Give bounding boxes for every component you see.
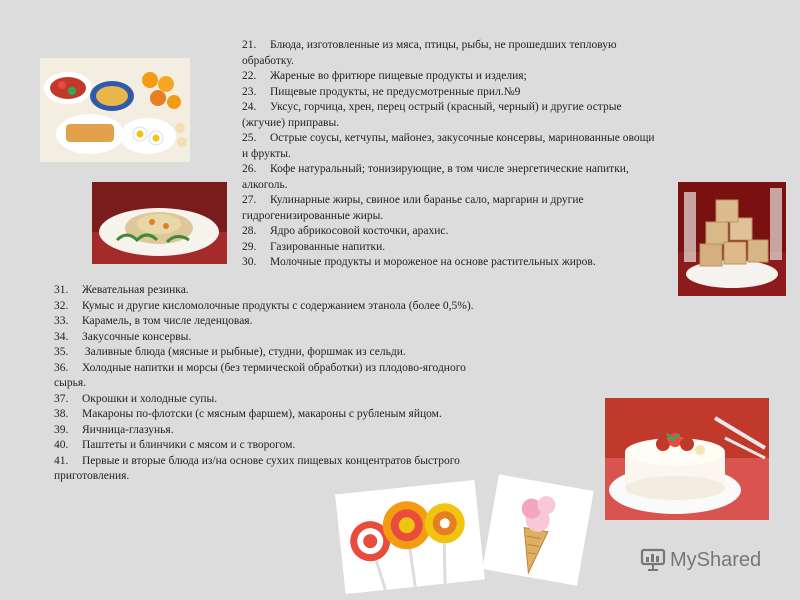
list-item-text: Заливные блюда (мясные и рыбные), студни, форшмак из сельди.	[82, 346, 406, 358]
list-item	[242, 85, 520, 101]
list-item-text: Яичница-глазунья.	[82, 423, 174, 436]
list-item-number: 34.	[54, 330, 69, 343]
list-item-text: Блюда, изготовленные из мяса, птицы, рыбы, не прошедших тепловую	[270, 39, 617, 51]
list-item-text: Пищевые продукты, не предусмотренные прил.№9	[270, 85, 521, 98]
list-item	[54, 314, 252, 330]
list-item-number: 21.	[242, 39, 257, 51]
list-item-text: Паштеты и блинчики с мясом и с творогом.	[82, 439, 296, 451]
list-item-continuation: (жгучие) приправы.	[242, 116, 340, 129]
list-item	[242, 224, 448, 240]
list-item-number: 28.	[242, 225, 257, 237]
list-item	[242, 162, 629, 178]
list-item-number: 32.	[54, 299, 69, 312]
list-item-number: 27.	[242, 194, 257, 206]
list-item	[54, 438, 295, 454]
list-item	[54, 299, 474, 315]
list-item-continuation: и фрукты.	[242, 147, 291, 160]
list-item-text: Жевательная резинка.	[82, 284, 189, 296]
list-item-text: Карамель, в том числе леденцовая.	[82, 315, 253, 327]
list-item	[54, 330, 191, 346]
list-item-continuation: алкоголь.	[242, 178, 288, 191]
list-item-continuation: обработку.	[242, 54, 294, 67]
list-item-number: 26.	[242, 163, 257, 175]
watermark-text: MyShared	[670, 548, 762, 571]
list-item	[242, 38, 617, 54]
list-item-text: Кумыс и другие кисломолочные продукты с содержанием этанола (более 0,5%).	[82, 299, 474, 312]
list-item-text: Ядро абрикосовой косточки, арахис.	[270, 225, 449, 237]
list-item-number: 36.	[54, 361, 69, 374]
list-item-text: Острые соусы, кетчупы, майонез, закусочные консервы, маринованные овощи	[270, 132, 655, 144]
list-item	[54, 407, 442, 423]
list-item	[242, 69, 527, 85]
list-item	[54, 345, 406, 361]
list-item-number: 29.	[242, 240, 257, 253]
list-item-continuation: сырья.	[54, 377, 86, 389]
list-item	[242, 193, 584, 209]
lollipops-photo	[335, 480, 485, 594]
list-item-number: 24.	[242, 101, 257, 113]
list-item-number: 41.	[54, 454, 69, 467]
list-item-number: 33.	[54, 315, 69, 327]
list-item-number: 31.	[54, 284, 69, 296]
list-item-number: 39.	[54, 423, 69, 436]
list-item-number: 35.	[54, 346, 69, 358]
candy-cubes-photo	[678, 182, 786, 296]
list-item-text: Закусочные консервы.	[82, 330, 192, 343]
list-item-text: Кулинарные жиры, свиное или баранье сало, маргарин и другие	[270, 194, 584, 206]
list-item	[242, 131, 655, 147]
list-item	[54, 283, 189, 299]
list-item-text: Газированные напитки.	[270, 240, 386, 253]
list-item-text: Уксус, горчица, хрен, перец острый (красный, черный) и другие острые	[270, 101, 622, 113]
list-item-number: 25.	[242, 132, 257, 144]
fried-food-platter-photo	[40, 58, 190, 162]
list-item-number: 22.	[242, 70, 257, 82]
list-item	[54, 361, 466, 377]
list-item-number: 38.	[54, 408, 69, 420]
list-item-continuation: приготовления.	[54, 470, 130, 482]
list-item	[242, 100, 622, 116]
list-item-continuation: гидрогенизированные жиры.	[242, 209, 384, 222]
myshared-logo-icon	[640, 548, 666, 572]
list-item-text: Первые и вторые блюда из/на основе сухих пищевых концентратов быстрого	[82, 454, 460, 467]
list-item-number: 30.	[242, 256, 257, 268]
list-item-text: Молочные продукты и мороженое на основе растительных жиров.	[270, 256, 596, 268]
list-item-text: Кофе натуральный; тонизирующие, в том числе энергетические напитки,	[270, 163, 629, 175]
myshared-watermark	[640, 548, 761, 572]
ice-cream-cone-photo	[482, 474, 593, 585]
list-item-number: 23.	[242, 85, 257, 98]
list-item-number: 37.	[54, 392, 69, 405]
list-item-number: 40.	[54, 439, 69, 451]
list-item	[54, 454, 460, 470]
cream-cake-photo	[605, 398, 769, 520]
list-item-text: Холодные напитки и морсы (без термической обработки) из плодово-ягодного	[82, 361, 466, 374]
aspic-dish-photo	[92, 182, 227, 264]
list-item	[54, 423, 174, 439]
list-item-text: Окрошки и холодные супы.	[82, 392, 218, 405]
list-item	[242, 255, 596, 271]
list-item-text: Жареные во фритюре пищевые продукты и изделия;	[270, 70, 527, 82]
list-item	[242, 240, 385, 256]
list-item-text: Макароны по-флотски (с мясным фаршем), макароны с рубленым яйцом.	[82, 408, 442, 420]
list-item	[54, 392, 217, 408]
